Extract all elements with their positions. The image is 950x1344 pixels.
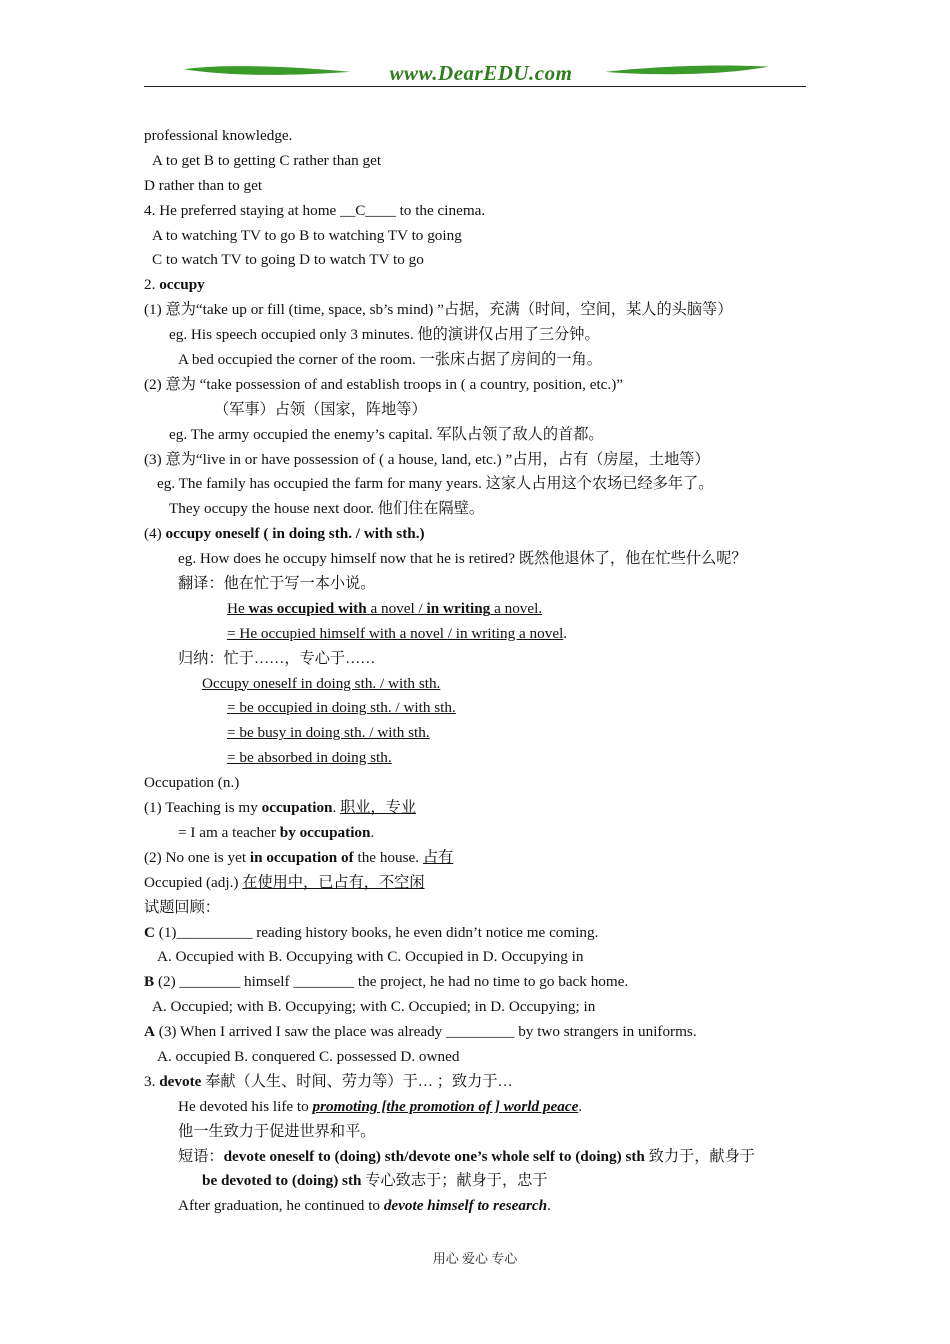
section-heading: 3. devote 奉献（人生、时间、劳力等）于… ；致力于…	[144, 1072, 513, 1090]
summary-line: Occupy oneself in doing sth. / with sth.	[202, 674, 441, 692]
section-heading: 2. occupy	[144, 276, 205, 294]
question-line: A (3) When I arrived I saw the place was already _________ by two strangers in uniforms.	[144, 1023, 697, 1041]
option-line: A to get B to getting C rather than get	[152, 151, 382, 169]
summary-line: = be occupied in doing sth. / with sth.	[227, 699, 456, 717]
answer-line: He was occupied with a novel / in writing a novel.	[227, 599, 543, 617]
definition-line: (2) 意为 “take possession of and establish troops in ( a country, position, etc.)”	[144, 375, 624, 393]
left-swoosh-decoration	[172, 64, 362, 78]
usage-line: (1) Teaching is my occupation. 职业，专业	[144, 799, 417, 817]
option-line: A to watching TV to go B to watching TV to going	[152, 226, 462, 244]
option-line: C to watch TV to going D to watch TV to go	[152, 251, 424, 269]
question-line: B (2) ________ himself ________ the project, he had no time to go back home.	[144, 973, 629, 991]
usage-line: = I am a teacher by occupation.	[178, 823, 375, 841]
usage-line: (2) No one is yet in occupation of the house. 占有	[144, 848, 454, 866]
translation-prompt: 翻译：他在忙于写一本小说。	[178, 575, 376, 593]
answer-line: = He occupied himself with a novel / in writing a novel.	[227, 624, 568, 642]
header-rule	[144, 86, 806, 87]
phrase-heading: (4) occupy oneself ( in doing sth. / with sth.)	[144, 525, 425, 543]
document-body	[144, 124, 814, 1219]
question-line: C (1)__________ reading history books, he even didn’t notice me coming.	[144, 923, 599, 941]
page-footer: 用心 爱心 专心	[432, 1251, 518, 1266]
example-line: eg. How does he occupy himself now that he is retired? 既然他退休了，他在忙些什么呢？	[178, 550, 747, 568]
definition-line: (1) 意为“take up or fill (time, space, sb’s mind) ”占据，充满（时间，空间，某人的头脑等）	[144, 301, 733, 319]
right-swoosh-decoration	[594, 64, 780, 78]
option-line: A. Occupied with B. Occupying with C. Occupied in D. Occupying in	[157, 948, 584, 966]
example-line: He devoted his life to promoting [the promotion of ] world peace.	[178, 1097, 583, 1115]
option-line: A. occupied B. conquered C. possessed D. owned	[157, 1047, 460, 1065]
example-line: eg. The army occupied the enemy’s capital. 军队占领了敌人的首都。	[169, 425, 604, 443]
definition-note: （军事）占领（国家，阵地等）	[214, 400, 427, 418]
example-line: A bed occupied the corner of the room. 一张床占据了房间的一角。	[178, 351, 602, 369]
text-line: professional knowledge.	[144, 127, 293, 144]
option-line: A. Occupied; with B. Occupying; with C. Occupied; in D. Occupying; in	[152, 998, 596, 1016]
question-line: 4. He preferred staying at home __C____ to the cinema.	[144, 201, 486, 219]
page-header	[144, 60, 806, 90]
summary-line: = be absorbed in doing sth.	[227, 749, 392, 767]
phrase-line: be devoted to (doing) sth 专心致志于；献身于，忠于	[202, 1172, 548, 1190]
example-line: eg. His speech occupied only 3 minutes. 他的演讲仅占用了三分钟。	[169, 326, 600, 344]
example-line: After graduation, he continued to devote himself to research.	[178, 1197, 551, 1215]
site-logo: www.DearEDU.com	[389, 61, 573, 85]
summary-line: = be busy in doing sth. / with sth.	[227, 724, 430, 742]
example-line: eg. The family has occupied the farm for many years. 这家人占用这个农场已经多年了。	[157, 475, 714, 493]
word-heading: Occupation (n.)	[144, 774, 240, 792]
example-translation: 他一生致力于促进世界和平。	[178, 1122, 376, 1140]
phrase-line: 短语：devote oneself to (doing) sth/devote one’s whole self to (doing) sth 致力于，献身于	[178, 1147, 755, 1165]
review-heading: 试题回顾：	[144, 898, 220, 916]
word-heading: Occupied (adj.) 在使用中，已占有，不空闲	[144, 873, 425, 891]
summary-heading: 归纳：忙于……，专心于……	[178, 649, 376, 667]
definition-line: (3) 意为“live in or have possession of ( a house, land, etc.) ”占用，占有（房屋，土地等）	[144, 450, 710, 468]
option-line: D rather than to get	[144, 176, 263, 194]
example-line: They occupy the house next door. 他们住在隔壁。	[169, 500, 485, 518]
